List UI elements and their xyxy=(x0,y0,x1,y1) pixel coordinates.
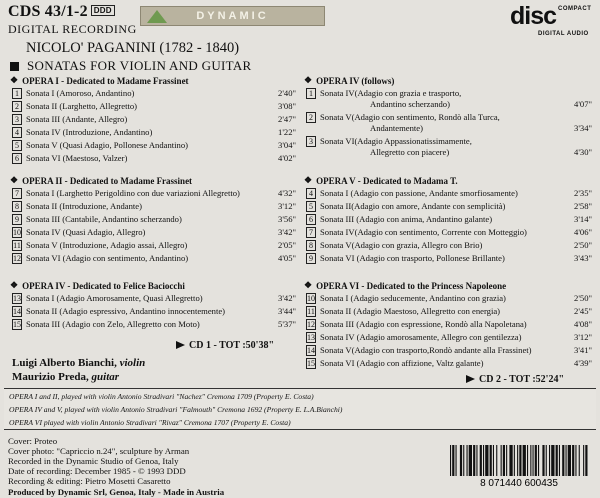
barcode-bar xyxy=(503,445,505,476)
track-title: Sonata II (Adagio Maestoso, Allegretto con energia) xyxy=(320,306,501,316)
group-heading: ❖ OPERA IV (follows) xyxy=(304,75,395,86)
track-duration: 2'50" xyxy=(574,240,592,250)
barcode-bar xyxy=(546,445,547,476)
track-duration: 1'22" xyxy=(278,127,296,137)
track-duration: 4'39" xyxy=(574,358,592,368)
track-title: Sonata I (Adagio seducemente, Andantino con grazia) xyxy=(320,293,506,303)
track-duration: 4'07" xyxy=(574,99,592,109)
diamond-ornament-icon: ❖ xyxy=(304,175,313,185)
barcode-bar xyxy=(551,445,554,476)
digital-recording-label: DIGITAL RECORDING xyxy=(8,22,137,36)
instrument-credits xyxy=(4,388,596,430)
barcode-bar xyxy=(566,445,567,476)
compact-label: COMPACT xyxy=(558,6,592,12)
track-title: Sonata VI (Adagio con sentimento, Andantino) xyxy=(26,253,189,263)
track-title-continued: Allegretto con piacere) xyxy=(370,147,450,157)
digital-audio-label: DIGITAL AUDIO xyxy=(538,31,589,37)
track-number: 15 xyxy=(307,359,315,368)
barcode xyxy=(444,444,594,488)
track-title: Sonata IV (Introduzione, Andantino) xyxy=(26,127,153,137)
catalog-number: CDS 43/1-2 DDD xyxy=(8,3,115,21)
track-duration: 4'30" xyxy=(574,147,592,157)
barcode-bar xyxy=(463,445,464,476)
barcode-bar xyxy=(535,445,537,476)
track-title: Sonata I (Adagio con passione, Andante smorfiosamente) xyxy=(320,188,518,198)
arrow-right-icon xyxy=(466,375,475,383)
barcode-bar xyxy=(456,445,457,476)
track-duration: 2'05" xyxy=(278,240,296,250)
track-title: Sonata III (Adagio con espressione, Rondò alla Napoletana) xyxy=(320,319,527,329)
barcode-bar xyxy=(533,445,534,476)
info-studio: Recorded in the Dynamic Studio of Genoa, Italy xyxy=(8,456,179,466)
group-heading: ❖ OPERA IV - Dedicated to Felice Baciocchi xyxy=(10,280,185,291)
dynamic-logo xyxy=(140,6,325,26)
track-title: Sonata I (Amoroso, Andantino) xyxy=(26,88,135,98)
track-title: Sonata I (Larghetto Perigoldino con due variazioni Allegretto) xyxy=(26,188,240,198)
track-duration: 2'35" xyxy=(574,188,592,198)
logo-text: DYNAMIC xyxy=(196,10,269,22)
diamond-ornament-icon: ❖ xyxy=(10,75,19,85)
track-number: 3 xyxy=(12,114,22,125)
barcode-bar xyxy=(493,445,494,476)
track-duration: 3'08" xyxy=(278,101,296,111)
barcode-bar xyxy=(542,445,544,476)
ddd-badge: DDD xyxy=(91,5,115,16)
track-duration: 3'42" xyxy=(278,293,296,303)
credit-line: OPERA IV and V, played with violin Antonio Stradivari "Falmouth" Cremona 1692 (Property E. L.A.Bianchi) xyxy=(9,405,343,414)
barcode-bar xyxy=(496,445,497,476)
track-number: 9 xyxy=(12,214,22,225)
track-title: Sonata V (Introduzione, Adagio assai, Allegro) xyxy=(26,240,188,250)
credit-line: OPERA I and II, played with violin Antonio Stradivari "Nachez" Cremona 1709 (Property E. Costa) xyxy=(9,392,314,401)
track-title: Sonata V(Adagio con grazia, Allegro con Brio) xyxy=(320,240,483,250)
info-editing: Recording & editing: Pietro Mosetti Casaretto xyxy=(8,476,171,486)
barcode-bar xyxy=(514,445,515,476)
track-number: 13 xyxy=(13,294,21,303)
barcode-bar xyxy=(572,445,574,476)
track-number: 8 xyxy=(12,201,22,212)
track-duration: 2'47" xyxy=(278,114,296,124)
track-number: 13 xyxy=(307,333,315,342)
track-duration: 3'12" xyxy=(574,332,592,342)
track-title: Sonata V (Quasi Adagio, Pollonese Andantino) xyxy=(26,140,188,150)
barcode-bar xyxy=(559,445,560,476)
cd2-total: CD 2 - TOT :52'24" xyxy=(466,374,564,385)
track-title: Sonata V(Adagio con trasporto,Rondò andante alla Frassinet) xyxy=(320,345,532,355)
track-number: 7 xyxy=(12,188,22,199)
info-cover: Cover: Proteo xyxy=(8,436,58,446)
barcode-bar xyxy=(480,445,482,476)
track-duration: 3'42" xyxy=(278,227,296,237)
track-number: 1 xyxy=(12,88,22,99)
barcode-bar xyxy=(452,445,454,476)
barcode-bar xyxy=(556,445,558,476)
track-number: 14 xyxy=(307,346,315,355)
track-number: 12 xyxy=(307,320,315,329)
track-number: 6 xyxy=(12,153,22,164)
track-duration: 3'04" xyxy=(278,140,296,150)
group-heading: ❖ OPERA VI - Dedicated to the Princess Napoleone xyxy=(304,280,507,291)
diamond-ornament-icon: ❖ xyxy=(10,280,19,290)
barcode-bar xyxy=(483,445,484,476)
track-number: 11 xyxy=(13,241,21,250)
track-number: 10 xyxy=(307,294,315,303)
track-number: 2 xyxy=(12,101,22,112)
track-number: 9 xyxy=(306,253,316,264)
barcode-bar xyxy=(583,445,584,476)
track-title: Sonata V(Adagio con sentimento, Rondò alla Turca, xyxy=(320,112,500,122)
track-number: 7 xyxy=(306,227,316,238)
barcode-bar xyxy=(519,445,521,476)
track-number: 6 xyxy=(306,214,316,225)
track-duration: 4'02" xyxy=(278,153,296,163)
barcode-bar xyxy=(517,445,518,476)
track-duration: 2'58" xyxy=(574,201,592,211)
barcode-bar xyxy=(575,445,576,476)
track-title: Sonata IV(Adagio con sentimento, Corrente con Motteggio) xyxy=(320,227,527,237)
track-number: 5 xyxy=(12,140,22,151)
track-title: Sonata III (Andante, Allegro) xyxy=(26,114,128,124)
track-duration: 5'37" xyxy=(278,319,296,329)
track-number: 12 xyxy=(13,254,21,263)
track-number: 15 xyxy=(13,320,21,329)
barcode-bars xyxy=(450,445,588,476)
disc-wordmark: disc xyxy=(510,2,557,30)
barcode-bar xyxy=(523,445,526,476)
track-duration: 3'14" xyxy=(574,214,592,224)
track-number: 4 xyxy=(12,127,22,138)
track-title: Sonata II (Adagio espressivo, Andantino innocentemente) xyxy=(26,306,226,316)
track-number: 14 xyxy=(13,307,21,316)
track-duration: 4'05" xyxy=(278,253,296,263)
track-number: 3 xyxy=(306,136,316,147)
track-title: Sonata II (Introduzione, Andante) xyxy=(26,201,142,211)
track-title: Sonata III (Adagio con Zelo, Allegretto con Moto) xyxy=(26,319,200,329)
barcode-bar xyxy=(469,445,472,476)
credit-line: OPERA VI played with violin Antonio Stradivari "Rivaz" Cremona 1707 (Property E. Costa) xyxy=(9,418,291,427)
track-number: 2 xyxy=(306,112,316,123)
barcode-bar xyxy=(562,445,564,476)
track-duration: 3'43" xyxy=(574,253,592,263)
track-title-continued: Andantemente) xyxy=(370,123,423,133)
group-heading: ❖ OPERA II - Dedicated to Madame Frassinet xyxy=(10,175,193,186)
track-number: 5 xyxy=(306,201,316,212)
barcode-bar xyxy=(460,445,462,476)
track-duration: 4'32" xyxy=(278,188,296,198)
info-date: Date of recording: December 1985 - © 1993 DDD xyxy=(8,466,186,476)
track-duration: 4'06" xyxy=(574,227,592,237)
cd1-total: CD 1 - TOT :50'38" xyxy=(176,340,274,351)
track-title-continued: Andantino scherzando) xyxy=(370,99,450,109)
square-bullet-icon xyxy=(10,62,19,71)
track-title: Sonata IV(Adagio con grazia e trasporto, xyxy=(320,88,462,98)
track-title: Sonata IV (Quasi Adagio, Allegro) xyxy=(26,227,146,237)
diamond-ornament-icon: ❖ xyxy=(304,280,313,290)
track-duration: 2'45" xyxy=(574,306,592,316)
barcode-bar xyxy=(530,445,531,476)
track-number: 1 xyxy=(306,88,316,99)
group-heading: ❖ OPERA I - Dedicated to Madame Frassinet xyxy=(10,75,189,86)
barcode-bar xyxy=(538,445,539,476)
track-title: Sonata VI (Adagio con trasporto, Pollonese Brillante) xyxy=(320,253,505,263)
track-title: Sonata II(Adagio con amore, Andante con semplicità) xyxy=(320,201,506,211)
producer-line: Produced by Dynamic Srl, Genoa, Italy - Made in Austria xyxy=(8,487,225,497)
subtitle: SONATAS FOR VIOLIN AND GUITAR xyxy=(10,58,252,74)
track-title: Sonata VI (Adagio con affizione, Valtz galante) xyxy=(320,358,484,368)
track-title: Sonata III (Adagio con anima, Andantino galante) xyxy=(320,214,493,224)
track-duration: 4'08" xyxy=(574,319,592,329)
track-title: Sonata VI(Adagio Appassionatissimamente, xyxy=(320,136,472,146)
track-number: 4 xyxy=(306,188,316,199)
track-title: Sonata III (Cantabile, Andantino scherzando) xyxy=(26,214,182,224)
barcode-bar xyxy=(585,445,587,476)
barcode-number: 8 071440 600435 xyxy=(480,478,558,488)
barcode-bar xyxy=(490,445,492,476)
barcode-bar xyxy=(485,445,488,476)
logo-triangle-icon xyxy=(147,10,167,23)
track-title: Sonata IV (Adagio amorosamente, Allegro con gentilezza) xyxy=(320,332,522,342)
performer-violin: Luigi Alberto Bianchi, violin xyxy=(12,357,146,369)
track-duration: 3'12" xyxy=(278,201,296,211)
barcode-bar xyxy=(476,445,477,476)
barcode-bar xyxy=(506,445,507,476)
diamond-ornament-icon: ❖ xyxy=(10,175,19,185)
track-duration: 3'44" xyxy=(278,306,296,316)
track-title: Sonata VI (Maestoso, Valzer) xyxy=(26,153,128,163)
info-cover-photo: Cover photo: "Capriccio n.24", sculpture by Arman xyxy=(8,446,190,456)
composer-title: NICOLO' PAGANINI (1782 - 1840) xyxy=(26,40,240,56)
track-number: 10 xyxy=(13,228,21,237)
barcode-bar xyxy=(467,445,468,476)
track-duration: 2'50" xyxy=(574,293,592,303)
track-number: 11 xyxy=(307,307,315,316)
diamond-ornament-icon: ❖ xyxy=(304,75,313,85)
track-title: Sonata I (Adagio Amorosamente, Quasi Allegretto) xyxy=(26,293,203,303)
barcode-bar xyxy=(568,445,571,476)
arrow-right-icon xyxy=(176,341,185,349)
barcode-bar xyxy=(509,445,512,476)
track-duration: 3'56" xyxy=(278,214,296,224)
track-duration: 2'40" xyxy=(278,88,296,98)
track-title: Sonata II (Larghetto, Allegretto) xyxy=(26,101,138,111)
track-number: 8 xyxy=(306,240,316,251)
group-heading: ❖ OPERA V - Dedicated to Madama T. xyxy=(304,175,458,186)
barcode-bar xyxy=(501,445,502,476)
compact-disc-logo xyxy=(510,3,594,43)
barcode-bar xyxy=(527,445,528,476)
barcode-bar xyxy=(473,445,475,476)
track-duration: 3'34" xyxy=(574,123,592,133)
performer-guitar: Maurizio Preda, guitar xyxy=(12,371,120,383)
barcode-bar xyxy=(579,445,580,476)
track-duration: 3'41" xyxy=(574,345,592,355)
barcode-bar xyxy=(549,445,550,476)
barcode-bar xyxy=(450,445,451,476)
